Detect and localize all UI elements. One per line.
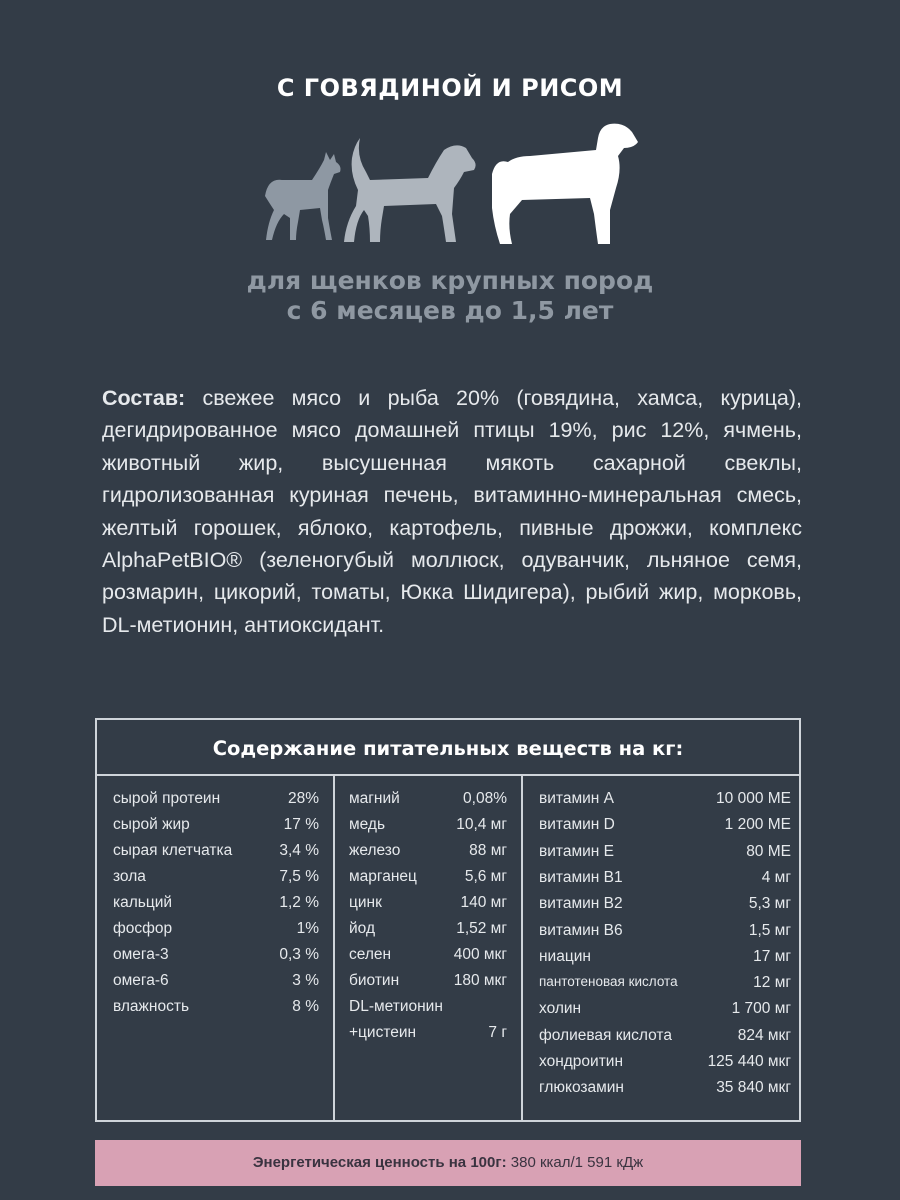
nutrient-value: 3,4 %: [279, 842, 319, 859]
nutrient-row: [97, 946, 333, 972]
nutrient-value: 1 200 МЕ: [724, 816, 791, 834]
nutrient-name: цинк: [349, 894, 382, 911]
nutrient-value: 5,3 мг: [748, 895, 791, 913]
nutrient-row: [97, 894, 333, 920]
nutrient-row: [97, 790, 333, 816]
nutrient-name: DL-метионин: [349, 998, 443, 1015]
nutrient-value: 7,5 %: [279, 868, 319, 885]
nutrients-table: [95, 718, 801, 1122]
nutrient-value: 8 %: [292, 998, 319, 1015]
nutrient-value: 17 %: [283, 816, 319, 833]
nutrient-value: 400 мкг: [453, 946, 507, 963]
nutrient-row: [523, 974, 801, 1000]
nutrient-row: [333, 972, 521, 998]
nutrient-name: зола: [113, 868, 146, 885]
nutrient-row: [523, 1027, 801, 1053]
nutrient-row: [333, 894, 521, 920]
dog-sizes-illustration: [260, 118, 650, 248]
nutrient-value: 35 840 мкг: [716, 1079, 791, 1097]
nutrient-value: 3 %: [292, 972, 319, 989]
nutrient-row: [333, 816, 521, 842]
nutrient-value: 1%: [296, 920, 319, 937]
nutrient-value: 1,52 мг: [456, 920, 507, 937]
nutrient-row: [523, 922, 801, 948]
energy-value-banner: [95, 1140, 801, 1186]
nutrient-value: 7 г: [488, 1024, 507, 1041]
nutrient-name: витамин B1: [539, 868, 623, 886]
nutrient-row: [523, 869, 801, 895]
nutrients-column-macro: [97, 776, 335, 1120]
nutrient-name: витамин Е: [539, 842, 614, 860]
nutrient-name: сырой протеин: [113, 790, 221, 807]
nutrient-value: 5,6 мг: [464, 868, 507, 885]
nutrient-value: 12 мг: [753, 974, 791, 992]
nutrient-name: омега-3: [113, 946, 169, 963]
small-dog-icon: [265, 152, 341, 240]
nutrient-name: +цистеин: [349, 1024, 417, 1041]
nutrient-value: 0,08%: [463, 790, 507, 807]
nutrient-row: [97, 816, 333, 842]
nutrient-value: 0,3 %: [279, 946, 319, 963]
nutrient-name: магний: [349, 790, 400, 807]
composition-label: Состав:: [102, 386, 186, 410]
nutrient-row: [333, 790, 521, 816]
nutrient-row: [333, 842, 521, 868]
nutrient-value: 824 мкг: [737, 1026, 791, 1044]
nutrients-heading: Содержание питательных веществ на кг:: [97, 720, 799, 776]
subtitle-line2: с 6 месяцев до 1,5 лет: [286, 296, 614, 325]
nutrient-name: марганец: [349, 868, 417, 885]
nutrient-value: 1,2 %: [279, 894, 319, 911]
nutrient-row: [523, 895, 801, 921]
nutrient-value: 140 мг: [460, 894, 507, 911]
energy-label: Энергетическая ценность на 100г:: [252, 1154, 507, 1171]
nutrient-row: [523, 816, 801, 842]
nutrient-name: кальций: [113, 894, 173, 911]
nutrient-row: [523, 843, 801, 869]
nutrient-row: [97, 920, 333, 946]
nutrient-name: сырая клетчатка: [113, 842, 233, 859]
nutrient-row: [333, 998, 521, 1024]
nutrient-name: фолиевая кислота: [539, 1026, 672, 1044]
nutrient-name: влажность: [113, 998, 190, 1015]
nutrient-name: медь: [349, 816, 386, 833]
energy-value: 380 ккал/1 591 кДж: [506, 1154, 644, 1171]
nutrient-row: [523, 790, 801, 816]
nutrient-value: 125 440 мкг: [707, 1053, 791, 1070]
nutrient-row: [523, 1000, 801, 1026]
nutrient-row: [523, 1053, 801, 1079]
nutrient-name: холин: [539, 1000, 582, 1018]
nutrient-row: [333, 868, 521, 894]
nutrient-name: хондроитин: [539, 1053, 624, 1070]
nutrient-name: железо: [349, 842, 401, 859]
nutrient-value: 180 мкг: [453, 972, 507, 989]
nutrient-value: 10,4 мг: [456, 816, 507, 833]
large-dog-icon: [492, 124, 638, 244]
nutrient-row: [333, 1024, 521, 1050]
nutrient-row: [97, 972, 333, 998]
age-subtitle: [0, 266, 900, 326]
nutrient-row: [97, 842, 333, 868]
nutrient-value: 17 мг: [753, 947, 791, 965]
nutrients-column-minerals: [333, 776, 523, 1120]
composition-body: свежее мясо и рыба 20% (говядина, хамса, курица), дегидрированное мясо домашней птицы 19%, рис 12%, ячмень, животный жир, высушенная мякоть сахарной свеклы, гидролизованная куриная печень, витаминно-минеральная смесь, желтый горошек, яблоко, картофель, пивные дрожжи, комплекс AlphaPetBIO® (зеленогубый моллюск, одуванчик, льняное семя, розмарин, цикорий, томаты, Юкка Шидигера), рыбий жир, морковь, DL-метионин, антиоксидант.: [102, 386, 802, 637]
nutrient-name: йод: [349, 920, 375, 937]
nutrient-name: селен: [349, 946, 392, 963]
nutrient-row: [97, 998, 333, 1024]
nutrient-value: 1,5 мг: [748, 921, 791, 939]
nutrient-row: [523, 948, 801, 974]
medium-dog-icon: [344, 138, 476, 242]
nutrient-name: биотин: [349, 972, 400, 989]
nutrient-value: 80 МЕ: [746, 842, 791, 860]
product-title: С ГОВЯДИНОЙ И РИСОМ: [276, 74, 624, 102]
nutrient-name: витамин B6: [539, 921, 623, 939]
subtitle-line1: для щенков крупных пород: [246, 266, 654, 295]
nutrient-value: 4 мг: [761, 868, 791, 886]
nutrient-name: омега-6: [113, 972, 169, 989]
nutrient-row: [523, 1079, 801, 1105]
composition-text: [102, 382, 802, 641]
nutrient-value: 10 000 МЕ: [716, 790, 791, 807]
nutrients-column-vitamins: [523, 776, 801, 1120]
nutrient-name: пантотеновая кислота: [539, 974, 678, 990]
nutrient-name: витамин B2: [539, 895, 623, 913]
nutrient-name: фосфор: [113, 920, 173, 937]
nutrient-name: сырой жир: [113, 816, 190, 833]
nutrient-value: 88 мг: [469, 842, 507, 859]
nutrient-row: [97, 868, 333, 894]
nutrient-name: витамин D: [539, 816, 615, 834]
nutrient-value: 1 700 мг: [731, 1000, 791, 1018]
nutrient-value: 28%: [287, 790, 319, 807]
nutrient-name: витамин А: [539, 790, 614, 807]
nutrient-name: глюкозамин: [539, 1079, 624, 1097]
nutrient-row: [333, 920, 521, 946]
nutrient-name: ниацин: [539, 947, 591, 965]
nutrient-row: [333, 946, 521, 972]
